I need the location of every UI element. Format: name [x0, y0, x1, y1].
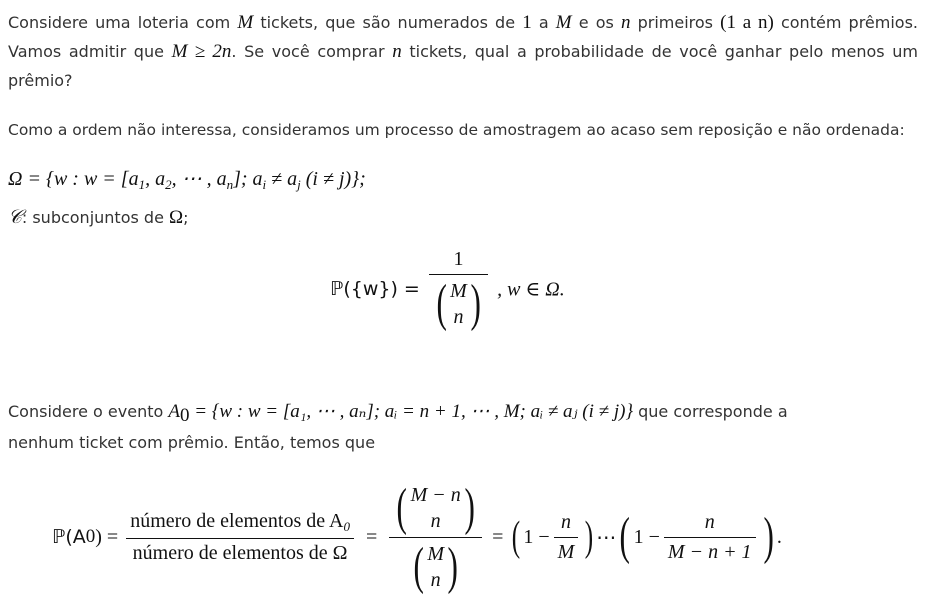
numerator: n [704, 510, 715, 533]
text: contém prêmios. [773, 13, 919, 32]
math-lhs: ℙ(A [52, 526, 86, 548]
fraction-factor1 [554, 511, 579, 564]
probability-definition [330, 248, 565, 330]
right-paren: ) [447, 537, 458, 595]
binomial [433, 275, 484, 332]
denominator: M − n + 1 [667, 540, 752, 563]
fraction-binomials [389, 478, 482, 595]
left-paren: ( [413, 537, 424, 595]
numerator: 1 [453, 248, 464, 270]
math: Ω = {w : w = [a [8, 168, 139, 190]
subscript: 1 [138, 177, 146, 192]
period: . [776, 525, 782, 548]
fraction-count [126, 510, 354, 565]
text: . Se você comprar [231, 42, 393, 61]
binom-bottom: n [453, 306, 464, 328]
fraction [429, 248, 488, 330]
math: , ⋯ , a [171, 168, 227, 190]
final-probability-equation [52, 478, 782, 596]
problem-statement [8, 8, 918, 95]
sampling-text: Como a ordem não interessa, consideramos um processo de amostragem ao acaso sem reposição e não ordenada: [8, 121, 905, 139]
text: primeiros [630, 13, 721, 32]
left-paren: ( [512, 514, 521, 560]
subscript: n [226, 177, 234, 192]
right-paren: ) [763, 508, 774, 565]
text: número de elementos de A [130, 509, 344, 532]
text: : subconjuntos de [21, 208, 169, 227]
binomial-stack [427, 541, 444, 593]
binom-top: M [427, 542, 444, 565]
right-paren: ) [470, 275, 481, 332]
text: Considere uma loteria com [8, 13, 238, 32]
text: que corresponde a [633, 402, 788, 421]
math: 1 − [523, 525, 550, 548]
text: tickets, que são numerados de [253, 13, 523, 32]
binom-top: M − n [410, 483, 461, 506]
text: Considere o evento [8, 402, 169, 421]
equals: = [492, 525, 504, 548]
sample-space-definition [8, 166, 366, 193]
right-paren: ) [464, 478, 475, 536]
sigma-algebra-definition [8, 207, 189, 229]
math-n: n [620, 12, 631, 33]
binom-top: M [450, 280, 467, 302]
math: , a [145, 168, 166, 190]
math: ]; a [233, 168, 263, 190]
text: a [531, 13, 556, 32]
binomial [410, 537, 461, 595]
denominator: número de elementos de Ω [132, 541, 348, 564]
binomial-stack [411, 482, 461, 534]
denominator [429, 275, 488, 330]
subscript: 0 [85, 526, 96, 547]
binomial [393, 478, 478, 536]
math-omega: Ω [169, 207, 184, 228]
numerator [389, 478, 482, 537]
equals: = [365, 525, 378, 548]
text: tickets, qual a probabilidade de você ganhar pelo menos um [401, 42, 918, 61]
text: e os [571, 13, 621, 32]
math: ) = [95, 525, 119, 548]
math-M: M [237, 12, 254, 33]
ellipsis: ⋯ [596, 526, 617, 549]
subscript: 0 [179, 405, 190, 426]
numerator [126, 510, 354, 538]
left-paren: ( [619, 508, 631, 565]
math-tail: , w ∈ Ω. [497, 278, 565, 301]
subscript: 2 [165, 177, 172, 192]
math-event-set: = {w : w = [a₁, ⋯ , aₙ]; aᵢ = n + 1, ⋯ , M; aᵢ ≠ aⱼ (i ≠ j)} [189, 401, 634, 422]
subscript: i [262, 177, 267, 192]
numerator: n [560, 510, 571, 533]
text: prêmio? [8, 71, 73, 90]
text: Vamos admitir que [8, 42, 172, 61]
left-paren: ( [396, 478, 408, 536]
binomial-stack [450, 278, 467, 330]
math-range: (1 a n) [720, 12, 774, 33]
math: ≠ a [266, 168, 298, 190]
denominator [406, 538, 465, 593]
subscript: 0 [343, 518, 350, 534]
binom-bottom: n [430, 509, 441, 532]
math-lhs: ℙ({w}) = [330, 278, 420, 300]
math-condition: M ≥ 2n [171, 41, 232, 62]
math-calligraphic-C: 𝒞 [8, 207, 22, 228]
math-M: M [555, 12, 572, 33]
math-n: n [392, 41, 402, 62]
math-one: 1 [522, 12, 532, 33]
text: ; [183, 208, 189, 227]
subscript: j [297, 177, 301, 192]
binom-bottom: n [430, 568, 441, 591]
math: (i ≠ j)}; [300, 168, 366, 190]
event-description: nenhum ticket com prêmio. Então, temos que [8, 433, 376, 452]
left-paren: ( [436, 275, 447, 332]
denominator: M [557, 540, 575, 563]
fraction-factor2 [664, 511, 756, 564]
right-paren: ) [585, 514, 594, 560]
math-A: A [168, 401, 180, 422]
event-definition [8, 400, 788, 427]
math: 1 − [633, 525, 660, 548]
